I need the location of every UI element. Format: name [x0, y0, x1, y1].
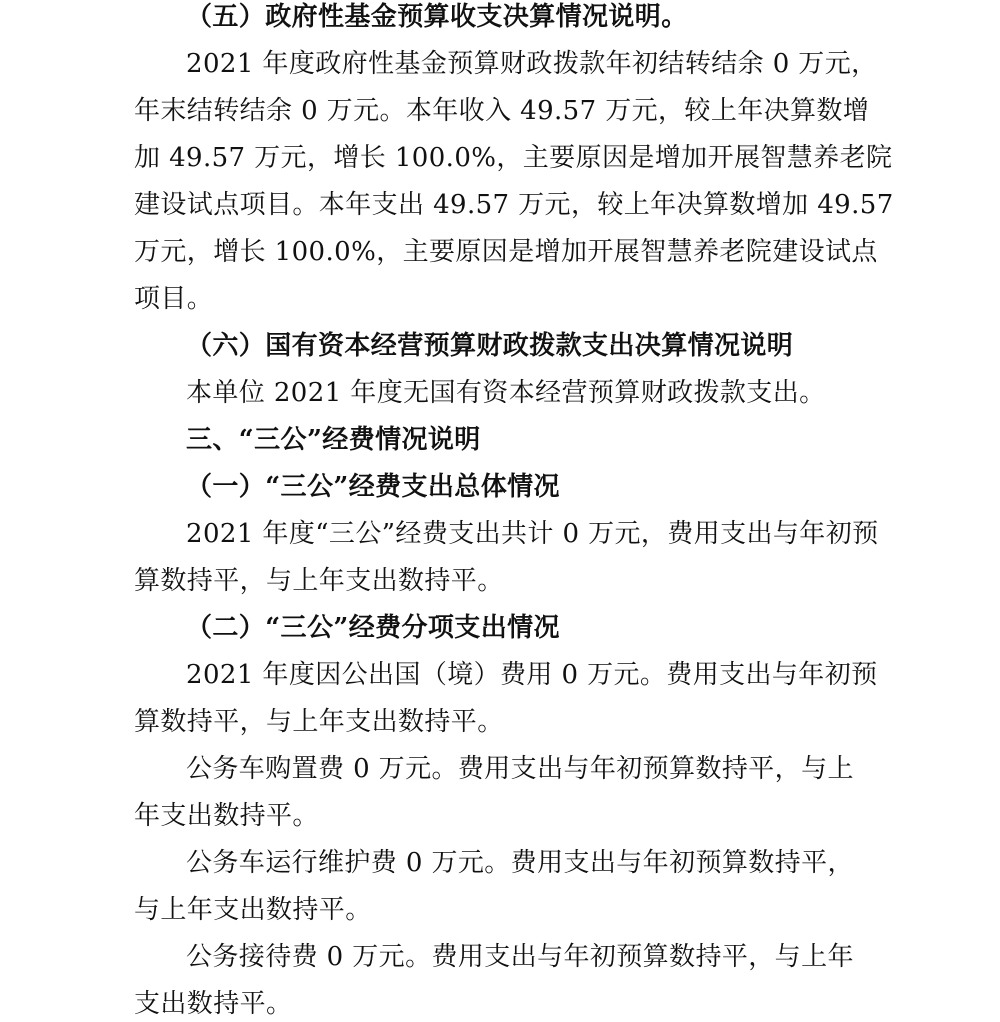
paragraph-line: 年末结转结余 0 万元。本年收入 49.57 万元，较上年决算数增: [134, 96, 870, 126]
paragraph-line: 支出数持平。: [134, 989, 293, 1019]
section-heading-three-public: 三、“三公”经费情况说明: [186, 425, 481, 455]
section-heading-government-fund: （五）政府性基金预算收支决算情况说明。: [186, 2, 688, 32]
paragraph-line: 算数持平，与上年支出数持平。: [134, 707, 504, 737]
paragraph-line: 算数持平，与上年支出数持平。: [134, 566, 504, 596]
paragraph-line: 2021 年度政府性基金预算财政拨款年初结转结余 0 万元，: [186, 49, 878, 79]
paragraph-line: 公务车购置费 0 万元。费用支出与年初预算数持平，与上: [186, 754, 854, 784]
paragraph-line: 公务车运行维护费 0 万元。费用支出与年初预算数持平，: [186, 848, 854, 878]
paragraph-line: 本单位 2021 年度无国有资本经营预算财政拨款支出。: [186, 378, 826, 408]
subsection-heading-total: （一）“三公”经费支出总体情况: [186, 472, 560, 502]
paragraph-line: 公务接待费 0 万元。费用支出与年初预算数持平，与上年: [186, 942, 854, 972]
paragraph-line: 2021 年度“三公”经费支出共计 0 万元，费用支出与年初预: [186, 519, 879, 549]
paragraph-line: 年支出数持平。: [134, 801, 319, 831]
paragraph-line: 2021 年度因公出国（境）费用 0 万元。费用支出与年初预: [186, 660, 878, 690]
section-heading-state-capital: （六）国有资本经营预算财政拨款支出决算情况说明: [186, 331, 794, 361]
paragraph-line: 项目。: [134, 284, 214, 314]
paragraph-line: 万元，增长 100.0%，主要原因是增加开展智慧养老院建设试点: [134, 237, 878, 267]
paragraph-line: 加 49.57 万元，增长 100.0%，主要原因是增加开展智慧养老院: [134, 143, 893, 173]
paragraph-line: 建设试点项目。本年支出 49.57 万元，较上年决算数增加 49.57: [134, 190, 894, 220]
paragraph-line: 与上年支出数持平。: [134, 895, 372, 925]
subsection-heading-itemized: （二）“三公”经费分项支出情况: [186, 613, 560, 643]
